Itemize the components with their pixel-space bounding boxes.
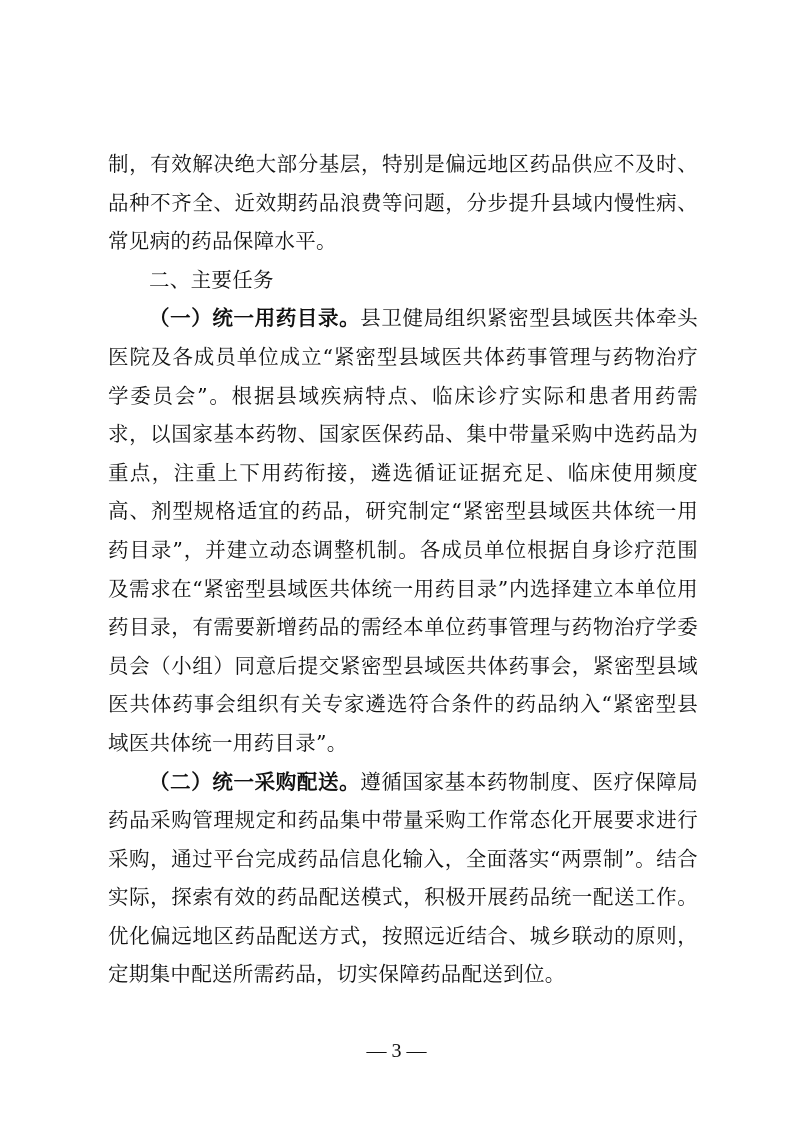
section-heading: 二、主要任务 [149,267,274,292]
task-item-1-lead: （一）统一用药目录。 [149,306,361,331]
task-item-2 [108,763,698,995]
continuation-paragraph: 制，有效解决绝大部分基层，特别是偏远地区药品供应不及时、品种不齐全、近效期药品浪费等问题，分步提升县域内慢性病、常见病的药品保障水平。 [108,152,698,254]
document-body [108,145,698,994]
task-item-1 [108,299,698,762]
task-item-1-body: 县卫健局组织紧密型县域医共体牵头医院及各成员单位成立“紧密型县域医共体药事管理与药物治疗学委员会”。根据县域疾病特点、临床诊疗实际和患者用药需求，以国家基本药物、国家医保药品、集中带量采购中选药品为重点，注重上下用药衔接，遴选循证证据充足、临床使用频度高、剂型规格适宜的药品，研究制定“紧密型县域医共体统一用药目录”，并建立动态调整机制。各成员单位根据自身诊疗范围及需求在“紧密型县域医共体统一用药目录”内选择建立本单位用药目录，有需要新增药品的需经本单位药事管理与药物治疗学委员会（小组）同意后提交紧密型县域医共体药事会，紧密型县域医共体药事会组织有关专家遴选符合条件的药品纳入“紧密型县域医共体统一用药目录”。 [108,306,698,755]
task-item-2-lead: （二）统一采购配送。 [149,769,361,794]
task-item-2-body: 遵循国家基本药物制度、医疗保障局药品采购管理规定和药品集中带量采购工作常态化开展要求进行采购，通过平台完成药品信息化输入，全面落实“两票制”。结合实际，探索有效的药品配送模式，积极开展药品统一配送工作。优化偏远地区药品配送方式，按照远近结合、城乡联动的原则，定期集中配送所需药品，切实保障药品配送到位。 [108,769,698,987]
page-number: — 3 — [366,1040,427,1062]
